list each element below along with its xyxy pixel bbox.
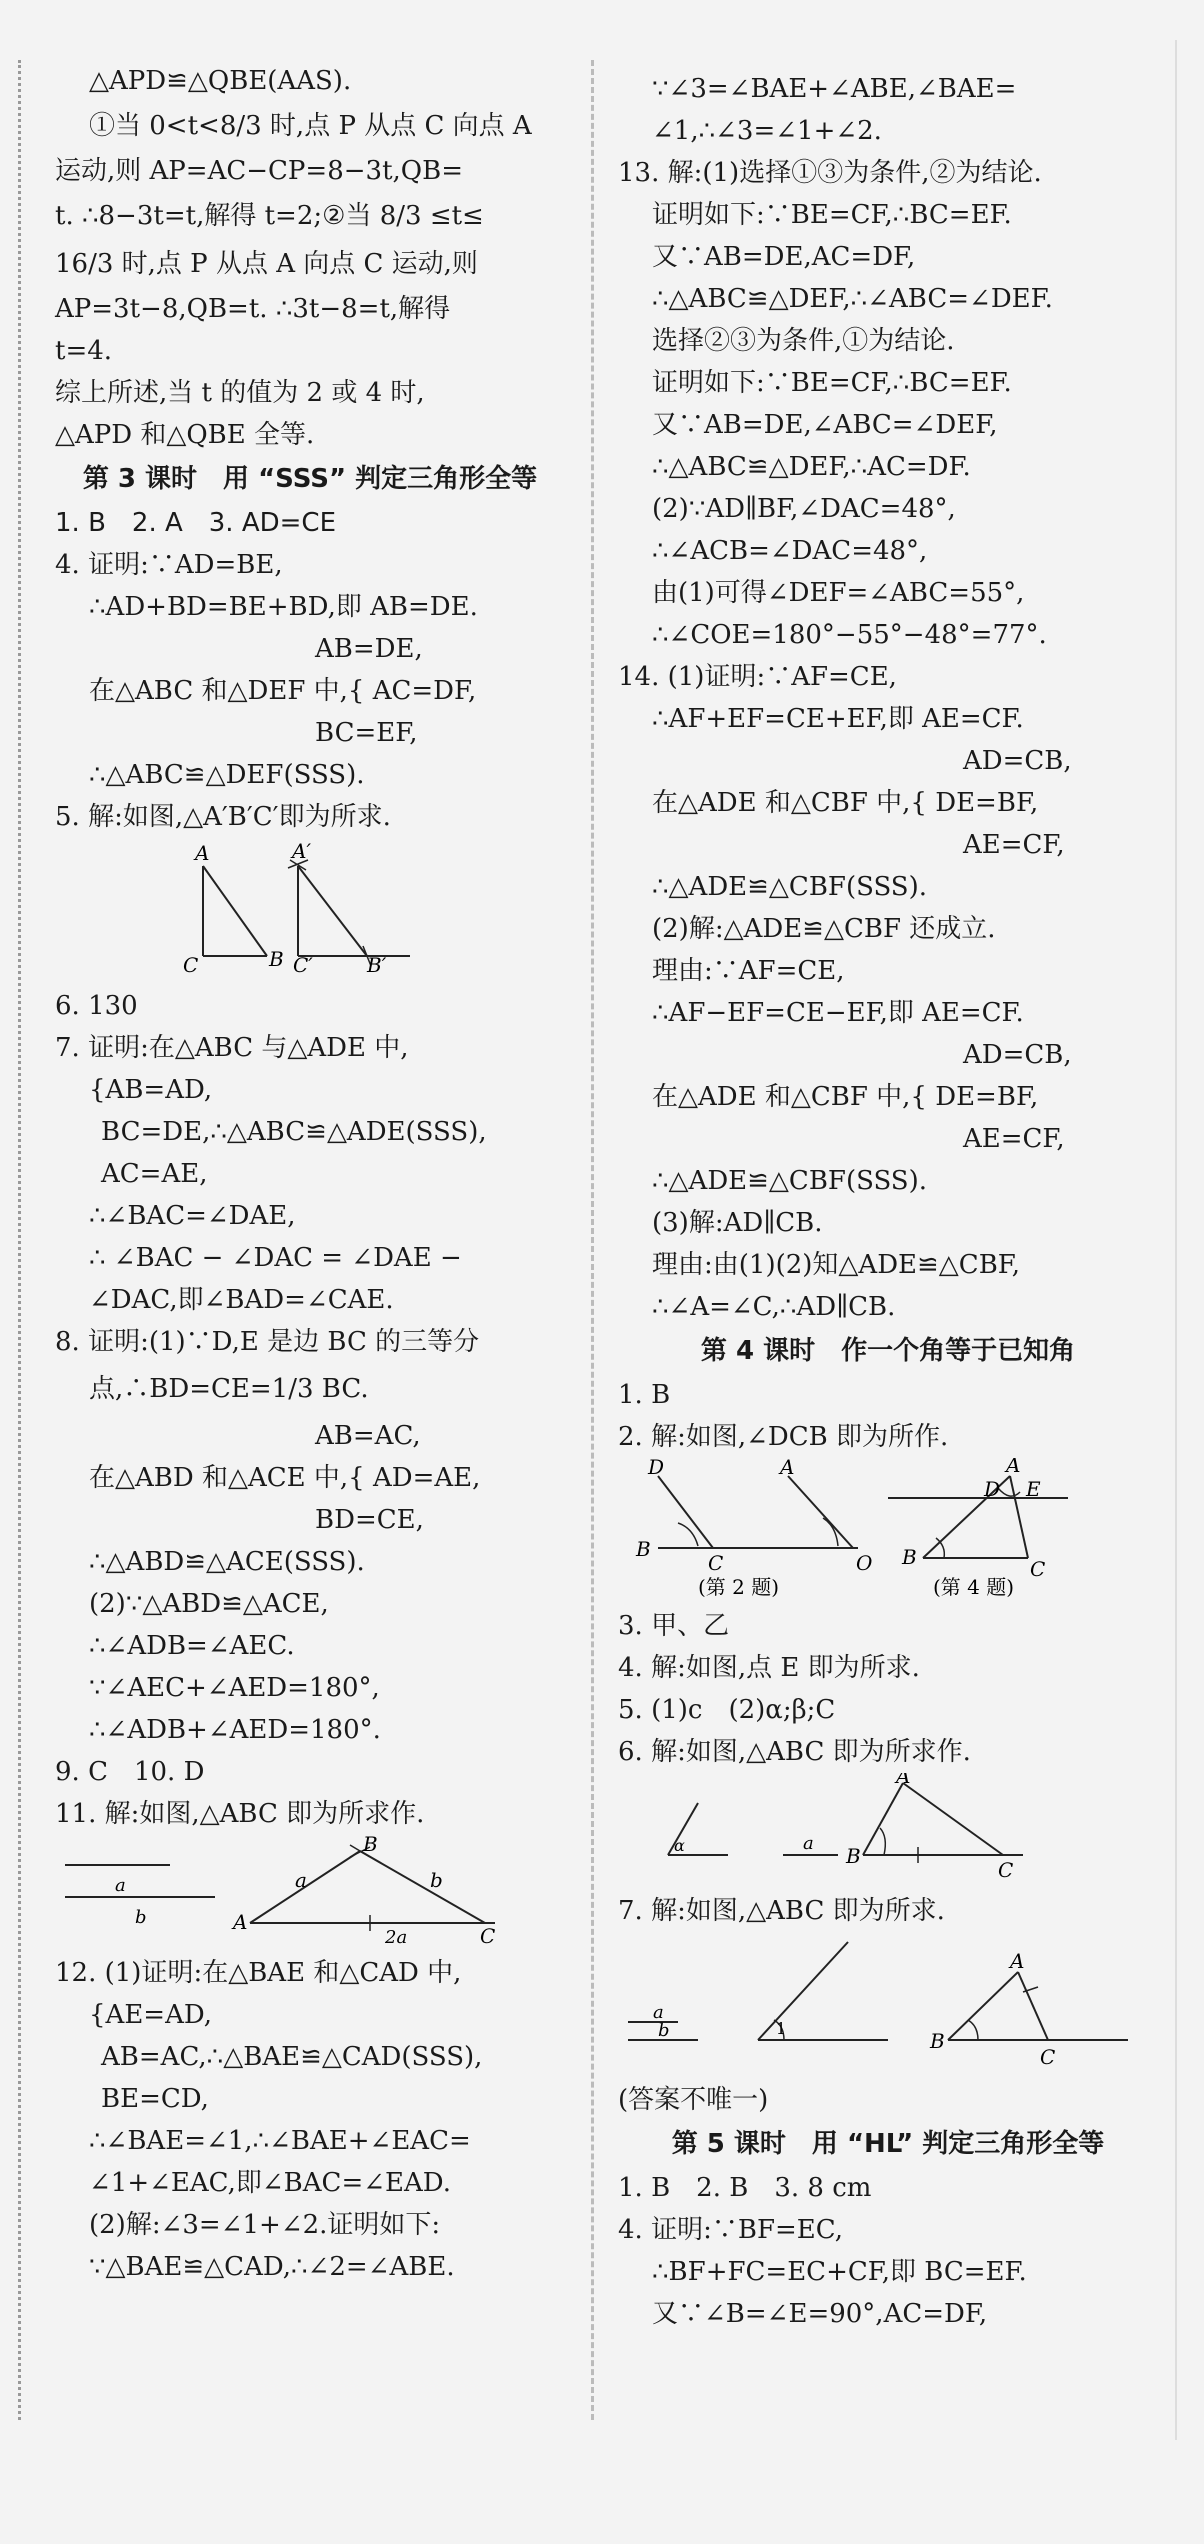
fig-label: C: [1030, 1557, 1046, 1581]
fig-label: a: [803, 1833, 814, 1854]
fig-label: C: [708, 1551, 724, 1575]
fig-label: O: [856, 1551, 873, 1575]
brace-line: 在△ADE 和△CBF 中,{ DE=BF,: [652, 788, 1039, 818]
text-line: ∠1,∴∠3=∠1+∠2.: [652, 116, 882, 146]
text-line: △APD 和△QBE 全等.: [55, 420, 315, 450]
brace-line: AD=CB,: [963, 1040, 1072, 1070]
answer-line: ∴AF+EF=CE+EF,即 AE=CF.: [652, 704, 1024, 734]
answer-line: (2)解:∠3=∠1+∠2.证明如下:: [89, 2210, 441, 2240]
fig-line: [903, 1783, 1003, 1855]
fig-label: A: [1010, 1949, 1025, 1973]
brace-line: {AE=AD,: [89, 2000, 213, 2030]
brace-line: 在△ABD 和△ACE 中,{ AD=AE,: [89, 1463, 481, 1493]
fig-label: a: [653, 2002, 664, 2023]
fig-label: a: [115, 1875, 126, 1896]
answer-line: 13. 解:(1)选择①③为条件,②为结论.: [618, 158, 1042, 188]
answer-line: 1. B 2. A 3. AD=CE: [55, 508, 337, 538]
fig-line: [948, 1972, 1018, 2040]
answer-line: ∴△ABC≌△DEF(SSS).: [89, 760, 365, 790]
figure-q2-q4: [618, 1458, 1158, 1598]
brace-line: BC=DE,∴△ABC≌△ADE(SSS),: [101, 1117, 487, 1147]
right-margin-line: [1175, 40, 1177, 2440]
fig-line: [758, 1942, 848, 2040]
answer-line: 1. B: [618, 1380, 671, 1410]
right-column: [618, 68, 1158, 2335]
answer-line: 又∵∠B=∠E=90°,AC=DF,: [652, 2299, 988, 2329]
answer-line: 又∵AB=DE,AC=DF,: [652, 242, 916, 272]
fig-line: [203, 866, 267, 956]
fig-line: [788, 1476, 853, 1548]
text-line: AP=3t−8,QB=t. ∴3t−8=t,解得: [55, 294, 451, 324]
fig-label: D: [984, 1477, 1001, 1501]
figure-q7: [618, 1932, 1158, 2072]
answer-line: 选择②③为条件,①为结论.: [652, 326, 955, 356]
section-title: 第 5 课时 用 “HL” 判定三角形全等: [671, 2129, 1105, 2159]
answer-line: 4. 证明:∵BF=EC,: [618, 2215, 843, 2245]
fig-label: B: [930, 2029, 945, 2053]
text-line: 综上所述,当 t 的值为 2 或 4 时,: [55, 378, 425, 408]
fig-label: B′: [367, 953, 387, 977]
fig-label: a: [295, 1868, 307, 1892]
answer-line: 3. 甲、乙: [618, 1611, 730, 1641]
fig-label: 1: [776, 2019, 787, 2038]
fig-label: B: [269, 947, 284, 971]
fig-label: C: [1040, 2045, 1056, 2069]
fig-label: α: [674, 1836, 685, 1855]
answer-line: (2)∵△ABD≌△ACE,: [89, 1589, 329, 1619]
fig-label: C′: [293, 953, 313, 977]
answer-line: ∴∠A=∠C,∴AD∥CB.: [652, 1292, 896, 1322]
fig-line: [863, 1783, 903, 1855]
fig-label: B: [846, 1844, 861, 1868]
answer-line: (2)解:△ADE≌△CBF 还成立.: [652, 914, 996, 944]
answer-line: 12. (1)证明:在△BAE 和△CAD 中,: [55, 1958, 462, 1988]
answer-line: ∴∠BAC=∠DAE,: [89, 1201, 296, 1231]
brace-line: AB=DE,: [315, 634, 423, 664]
answer-line: (3)解:AD∥CB.: [652, 1208, 823, 1238]
answer-line: 证明如下:∵BE=CF,∴BC=EF.: [652, 368, 1012, 398]
fig-label: C: [480, 1924, 496, 1945]
answer-line: 点,∴BD=CE=1/3 BC.: [89, 1374, 369, 1404]
fig-label: A′: [292, 839, 311, 863]
brace-line: AD=CB,: [963, 746, 1072, 776]
answer-line: ∴△ADE≌△CBF(SSS).: [652, 1166, 928, 1196]
brace-line: {AB=AD,: [89, 1075, 213, 1105]
fig-label: C: [998, 1858, 1014, 1882]
answer-line: 9. C 10. D: [55, 1757, 205, 1787]
column-divider: [591, 60, 594, 2420]
answer-line: ∴△ADE≌△CBF(SSS).: [652, 872, 928, 902]
answer-line: ∵∠AEC+∠AED=180°,: [89, 1673, 380, 1703]
arc-mark: [880, 1828, 885, 1855]
answer-line: 2. 解:如图,∠DCB 即为所作.: [618, 1422, 949, 1452]
fig-label: b: [430, 1868, 443, 1892]
answer-line: ∴BF+FC=EC+CF,即 BC=EF.: [652, 2257, 1027, 2287]
fig-line: [1018, 1972, 1048, 2040]
arc-mark: [678, 1523, 698, 1546]
text-line: t. ∴8−3t=t,解得 t=2;②当 8/3 ≤t≤: [55, 201, 484, 231]
brace-line: BC=EF,: [315, 718, 418, 748]
fig-label: B: [363, 1835, 378, 1856]
answer-line: 8. 证明:(1)∵D,E 是边 BC 的三等分: [55, 1327, 480, 1357]
answer-line: ∴△ABC≌△DEF,∴AC=DF.: [652, 452, 971, 482]
answer-line: (2)∵AD∥BF,∠DAC=48°,: [652, 494, 956, 524]
brace-line: AB=AC,∴△BAE≌△CAD(SSS),: [101, 2042, 483, 2072]
answer-line: ∴ ∠BAC − ∠DAC = ∠DAE −: [89, 1243, 462, 1273]
brace-line: BD=CE,: [315, 1505, 424, 1535]
arc-mark: [936, 1538, 944, 1558]
answer-line: 理由:∵AF=CE,: [652, 956, 845, 986]
answer-line: 1. B 2. B 3. 8 cm: [618, 2173, 872, 2203]
binding-dotted-line: [18, 60, 21, 2420]
answer-line: 6. 解:如图,△ABC 即为所求作.: [618, 1737, 971, 1767]
answer-line: 6. 130: [55, 991, 138, 1021]
brace-line: BE=CD,: [101, 2084, 209, 2114]
answer-line: ∠DAC,即∠BAD=∠CAE.: [89, 1285, 394, 1315]
answer-line: 4. 证明:∵AD=BE,: [55, 550, 283, 580]
answer-line: ∴∠ADB+∠AED=180°.: [89, 1715, 381, 1745]
fig-line: [360, 1851, 485, 1923]
text-line: 16/3 时,点 P 从点 A 向点 C 运动,则: [55, 249, 478, 279]
fig-label: b: [658, 2020, 670, 2041]
fig-label: b: [135, 1907, 147, 1928]
answer-line: ∵△BAE≌△CAD,∴∠2=∠ABE.: [89, 2252, 455, 2282]
answer-line: ∴∠COE=180°−55°−48°=77°.: [652, 620, 1047, 650]
brace-line: 在△ABC 和△DEF 中,{ AC=DF,: [89, 676, 477, 706]
section-title: 第 3 课时 用 “SSS” 判定三角形全等: [82, 464, 538, 494]
fig-line: [658, 1476, 713, 1548]
text-line: ①当 0<t<8/3 时,点 P 从点 C 向点 A: [89, 111, 532, 141]
answer-line: ∴∠ADB=∠AEC.: [89, 1631, 295, 1661]
fig-label: B: [902, 1545, 917, 1569]
fig-label: E: [1026, 1477, 1041, 1501]
brace-line: AE=CF,: [963, 830, 1065, 860]
answer-line: ∴△ABD≌△ACE(SSS).: [89, 1547, 365, 1577]
answer-line: 由(1)可得∠DEF=∠ABC=55°,: [652, 578, 1025, 608]
arc-mark: [968, 2020, 978, 2040]
fig-label: 2a: [385, 1927, 408, 1945]
text-line: t=4.: [55, 336, 113, 366]
section-title: 第 4 课时 作一个角等于已知角: [700, 1336, 1076, 1366]
answer-line: ∴∠ACB=∠DAC=48°,: [652, 536, 928, 566]
text-line: ∵∠3=∠BAE+∠ABE,∠BAE=: [652, 74, 1017, 104]
answer-line: 4. 解:如图,点 E 即为所求.: [618, 1653, 920, 1683]
answer-line: 又∵AB=DE,∠ABC=∠DEF,: [652, 410, 998, 440]
left-column: [55, 60, 565, 2288]
note-line: (答案不唯一): [618, 2085, 769, 2115]
fig-label: A: [195, 841, 210, 865]
arc-mark: [998, 1488, 1020, 1496]
fig-label: A: [1006, 1458, 1021, 1477]
fig-caption: (第 4 题): [933, 1575, 1015, 1598]
figure-q6: [618, 1773, 1158, 1883]
text-line: 运动,则 AP=AC−CP=8−3t,QB=: [55, 156, 464, 186]
fig-label: B: [636, 1537, 651, 1561]
fig-label: C: [183, 953, 199, 977]
answer-line: 7. 证明:在△ABC 与△ADE 中,: [55, 1033, 409, 1063]
fig-label: D: [648, 1458, 665, 1479]
figure-q5: [55, 838, 565, 978]
answer-line: 14. (1)证明:∵AF=CE,: [618, 662, 897, 692]
figure-q11: [55, 1835, 565, 1945]
text-line: △APD≌△QBE(AAS).: [89, 66, 352, 96]
brace-line: AC=AE,: [101, 1159, 208, 1189]
fig-label: A: [233, 1910, 248, 1934]
answer-line: 11. 解:如图,△ABC 即为所求作.: [55, 1799, 425, 1829]
fig-caption: (第 2 题): [698, 1575, 780, 1598]
answer-line: ∠1+∠EAC,即∠BAC=∠EAD.: [89, 2168, 451, 2198]
answer-line: ∴∠BAE=∠1,∴∠BAE+∠EAC=: [89, 2126, 471, 2156]
answer-line: ∴AD+BD=BE+BD,即 AB=DE.: [89, 592, 478, 622]
answer-line: 7. 解:如图,△ABC 即为所求.: [618, 1896, 945, 1926]
fig-label: A: [896, 1773, 911, 1788]
fig-line: [298, 866, 367, 956]
answer-line: 理由:由(1)(2)知△ADE≌△CBF,: [652, 1250, 1021, 1280]
answer-line: 5. (1)c (2)α;β;C: [618, 1695, 836, 1725]
answer-line: 5. 解:如图,△A′B′C′即为所求.: [55, 802, 391, 832]
brace-line: AE=CF,: [963, 1124, 1065, 1154]
fig-label: A: [780, 1458, 795, 1479]
answer-line: 证明如下:∵BE=CF,∴BC=EF.: [652, 200, 1012, 230]
brace-line: 在△ADE 和△CBF 中,{ DE=BF,: [652, 1082, 1039, 1112]
brace-line: AB=AC,: [315, 1421, 421, 1451]
answer-line: ∴AF−EF=CE−EF,即 AE=CF.: [652, 998, 1024, 1028]
answer-line: ∴△ABC≌△DEF,∴∠ABC=∠DEF.: [652, 284, 1053, 314]
